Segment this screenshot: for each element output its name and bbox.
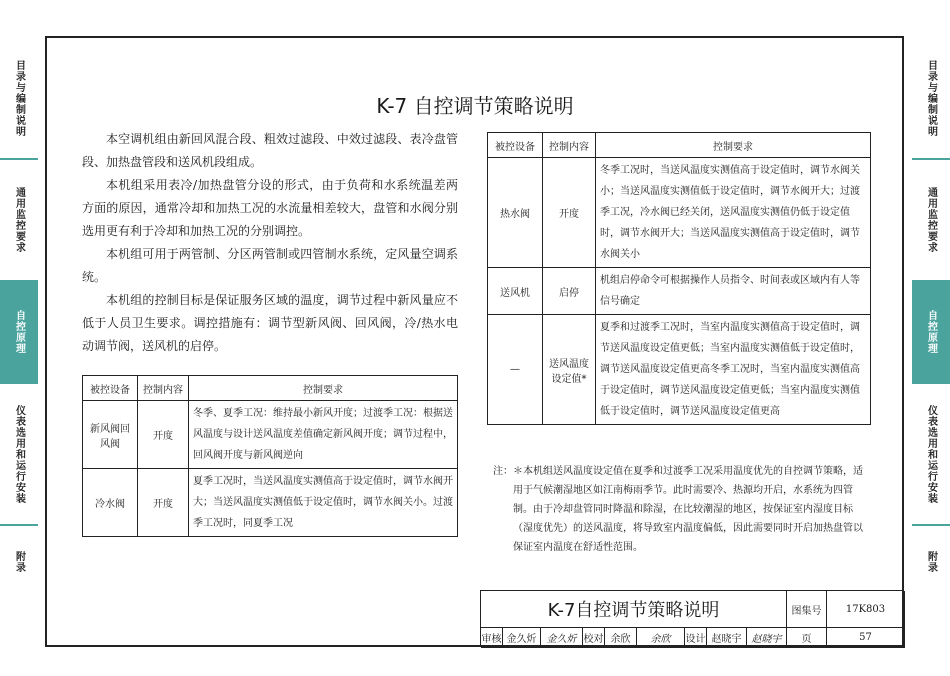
tab-appendix[interactable]: 附录 [925, 551, 937, 573]
header-content: 控制内容 [543, 133, 596, 158]
header-device: 被控设备 [488, 133, 543, 158]
intro-paragraph: 本机组的控制目标是保证服务区域的温度，调节过程中新风量应不低于人员卫生要求。调控措施有：调节型新风阀、回风阀，冷/热水电动调节阀，送风机的启停。 [82, 293, 458, 353]
table-row [488, 315, 871, 425]
cell-device: 热水阀 [488, 158, 543, 268]
check-name: 余欣 [605, 628, 637, 648]
drawing-title: K-7自控调节策略说明 [481, 591, 787, 628]
check-signature: 余欣 [637, 628, 685, 648]
cell-requirement: 夏季和过渡季工况时，当室内温度实测值高于设定值时，调节送风温度设定值更低；当室内温度实测值低于设定值时，调节送风温度设定值更高冬季工况时，当室内温度实测值高于设定值时，调节送风温度设定值更低；当室内温度实测值低于设定值时，调节送风温度设定值更高 [596, 315, 871, 425]
design-signature: 赵晓宇 [747, 628, 787, 648]
page-title: K-7 自控调节策略说明 [376, 94, 574, 118]
left-control-table [82, 375, 458, 537]
footnote [493, 462, 871, 557]
cell-content: 开度 [138, 469, 189, 537]
side-tabs-right [912, 38, 950, 598]
page-number: 57 [827, 628, 905, 648]
header-device: 被控设备 [83, 376, 138, 401]
tab-instrument[interactable]: 仪表选用和运行安装 [0, 384, 38, 526]
tab-control[interactable]: 自控原理 [0, 282, 38, 384]
table-row [83, 469, 458, 537]
check-label: 校对 [583, 628, 605, 648]
cell-device: 新风阀回风阀 [83, 401, 138, 469]
intro-paragraph: 本空调机组由新回风混合段、粗效过滤段、中效过滤段、表冷盘管段、加热盘管段和送风机段组成。 [82, 132, 458, 169]
tab-catalog[interactable]: 目录与编制说明 [912, 38, 950, 160]
cell-content: 开度 [138, 401, 189, 469]
table-row [83, 401, 458, 469]
right-control-table [487, 132, 871, 425]
tab-instrument[interactable]: 仪表选用和运行安装 [912, 384, 950, 526]
cell-content: 开度 [543, 158, 596, 268]
intro-paragraph: 本机组采用表冷/加热盘管分设的形式，由于负荷和水系统温差两方面的原因，通常冷却和加热工况的水流量相差较大，盘管和水阀分别选用更有利于冷却和加热工况的分别调控。 [82, 178, 458, 238]
header-content: 控制内容 [138, 376, 189, 401]
cell-device: 冷水阀 [83, 469, 138, 537]
atlas-label: 图集号 [787, 591, 827, 628]
review-label: 审核 [481, 628, 503, 648]
design-name: 赵晓宇 [707, 628, 747, 648]
atlas-number: 17K803 [827, 591, 905, 628]
header-requirement: 控制要求 [189, 376, 458, 401]
cell-requirement: 冬季、夏季工况：维持最小新风开度；过渡季工况：根据送风温度与设计送风温度差值确定新风阀开度；调节过程中，回风阀开度与新风阀逆向 [189, 401, 458, 469]
table-row [488, 268, 871, 315]
tab-catalog[interactable]: 目录与编制说明 [0, 38, 38, 160]
table-row [488, 158, 871, 268]
cell-content: 送风温度设定值* [543, 315, 596, 425]
design-label: 设计 [685, 628, 707, 648]
intro-text [82, 128, 458, 358]
note-text: ＊本机组送风温度设定值在夏季和过渡季工况采用温度优先的自控调节策略，适用于气候潮湿地区如江南梅雨季节。此时需要冷、热源均开启，水系统为四管制。由于冷却盘管同时降温和除湿，在比较潮湿的地区，按保证室内湿度目标（湿度优先）的送风温度，将导致室内温度偏低，因此需要同时开启加热盘管以保证室内温度在舒适性范围。 [513, 466, 863, 553]
intro-paragraph: 本机组可用于两管制、分区两管制或四管制水系统，定风量空调系统。 [82, 247, 458, 284]
tab-general[interactable]: 通用监控要求 [912, 160, 950, 282]
side-tabs-left [0, 38, 38, 598]
cell-requirement: 机组启停命令可根据操作人员指令、时间表或区域内有人等信号确定 [596, 268, 871, 315]
review-signature: 金久炘 [541, 628, 583, 648]
cell-device: — [488, 315, 543, 425]
page-label: 页 [787, 628, 827, 648]
review-name: 金久炘 [503, 628, 541, 648]
note-label: 注： [493, 466, 513, 477]
tab-appendix[interactable]: 附录 [13, 551, 25, 573]
cell-requirement: 冬季工况时，当送风温度实测值高于设定值时，调节水阀关小；当送风温度实测值低于设定值时，调节水阀开大；过渡季工况，冷水阀已经关闭，送风温度实测值仍低于设定值时，调节水阀开大；当送风温度实测值高于设定值时，调节水阀关小 [596, 158, 871, 268]
tab-control[interactable]: 自控原理 [912, 282, 950, 384]
cell-content: 启停 [543, 268, 596, 315]
header-requirement: 控制要求 [596, 133, 871, 158]
cell-device: 送风机 [488, 268, 543, 315]
cell-requirement: 夏季工况时，当送风温度实测值高于设定值时，调节水阀开大；当送风温度实测值低于设定值时，调节水阀关小。过渡季工况时，同夏季工况 [189, 469, 458, 537]
tab-general[interactable]: 通用监控要求 [0, 160, 38, 282]
title-block [480, 590, 904, 647]
